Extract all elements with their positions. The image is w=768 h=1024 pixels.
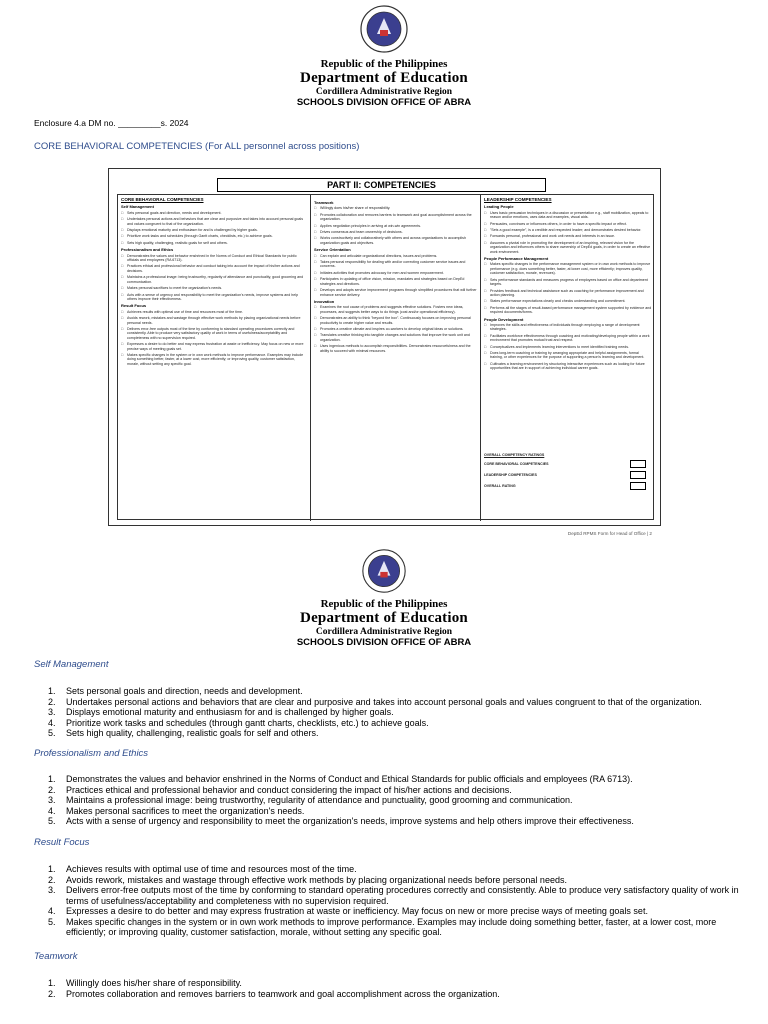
list-item: 2. Undertakes personal actions and behaviors that are clear and purposive and takes into account personal goals and values congruent to that of the organization.: [48, 696, 702, 707]
list-item: 1. Willingly does his/her share of responsibility.: [48, 978, 242, 988]
form-item: □ Does long-term coaching or training by arranging appropriate and helpful assignments, formal training, or other experiences for the purpose of supporting a person's learning and development.: [484, 351, 652, 360]
form-item: □ Forwards personal, professional and work unit needs and interests in an issue.: [484, 234, 652, 238]
section-title: Professionalism and Ethics: [34, 748, 149, 759]
list-item-text: Sets high quality, challenging, realistic goals for self and others.: [66, 728, 319, 738]
form-item: □ Examines the root cause of problems and suggests effective solutions. Fosters new ideas, processes, and suggests better ways to do things (cost and/or operational efficiency).: [314, 305, 477, 314]
deped-seal-icon: [361, 548, 407, 594]
competencies-form-image: [108, 168, 661, 536]
form-item: □ Promotes collaboration and removes barriers to teamwork and goal accomplishment across the organization.: [314, 213, 477, 222]
section-list: [44, 686, 744, 739]
list-item-text: Undertakes personal actions and behaviors that are clear and purposive and takes into account personal goals and values congruent to that of the organization.: [66, 696, 702, 707]
page2-header: [0, 548, 768, 648]
form-item: □ Maintains a professional image: being trustworthy, regularity of attendance and punctuality, good grooming and communication.: [121, 275, 307, 284]
form-subheading: Teamwork: [314, 200, 334, 205]
col3-head: LEADERSHIP COMPETENCIES: [484, 197, 552, 202]
region-label: Cordillera Administrative Region: [315, 87, 453, 97]
list-item-text: Makes personal sacrifices to meet the organization's needs.: [66, 805, 305, 816]
form-subheading: Result Focus: [121, 303, 147, 309]
form-item: □ Sets personal goals and direction, needs and development.: [121, 211, 307, 215]
ocr-row: [484, 462, 652, 473]
list-item: 3. Maintains a professional image: being trustworthy, regularity of attendance and punctuality, good grooming and communication.: [48, 795, 573, 805]
form-item: □ Translates creative thinking into tangible changes and solutions that improve the work unit and organization.: [314, 333, 477, 342]
form-item: □ Displays emotional maturity and enthusiasm for and is challenged by higher goals.: [121, 228, 307, 232]
core-competencies-column: [118, 195, 311, 521]
list-item-text: Acts with a sense of urgency and responsibility to meet the organization's needs, improve systems and help others improve their effectiveness.: [66, 816, 634, 826]
list-item-text: Displays emotional maturity and enthusiasm for and is challenged by higher goals.: [66, 707, 394, 717]
part-title: PART II: COMPETENCIES: [217, 178, 546, 192]
form-item: □ Conceptualizes and implements learning interventions to meet identified training needs.: [484, 345, 652, 349]
list-item: 1. Sets personal goals and direction, needs and development.: [48, 686, 303, 696]
republic-label: Republic of the Philippines: [320, 598, 448, 610]
deped-seal-icon: [359, 4, 409, 54]
cbc-title: CORE BEHAVIORAL COMPETENCIES (For ALL personnel across positions): [34, 141, 360, 152]
form-subheading: People Development: [484, 316, 524, 322]
form-item: □ Persuades, convinces or influences others, in order to have a specific impact or effect.: [484, 222, 652, 226]
list-item-text: Maintains a professional image: being trustworthy, regularity of attendance and punctuality, good grooming and communication.: [66, 795, 573, 805]
form-item: □ Develops and adopts service improvement programs through simplified procedures that will further enhance service delivery.: [314, 288, 477, 297]
list-item: 5. Makes specific changes in the system or in own work methods to improve performance. Examples may include doing something better, faster, at a lower cost, more efficiently; or improving quality, customer satisfaction, morale, without setting any specific goal.: [48, 916, 717, 937]
rating-box[interactable]: [630, 482, 646, 490]
form-item: □ Achieves results with optimal use of time and resources most of the time.: [121, 310, 307, 314]
list-item-text: Willingly does his/her share of responsibility.: [66, 978, 242, 988]
section-title: Teamwork: [34, 951, 78, 962]
list-item-text: Delivers error-free outputs most of the time by conforming to standard operating procedures correctly and consistently. Able to produce very satisfactory quality of work in terms of usefulness/acceptability and completeness with no supervision required.: [66, 885, 739, 906]
list-item-text: Makes specific changes in the system or in own work methods to improve performance. Examples may include doing something better, faster, at a lower cost, more efficiently; or improving quality, customer satisfaction, morale, without setting any specific goal.: [66, 916, 717, 937]
form-item: □ Facilitates workforce effectiveness through coaching and motivating/developing people within a work environment that promotes mutual trust and respect.: [484, 334, 652, 343]
form-item: □ Drives consensus and team ownership of decisions.: [314, 230, 477, 234]
office-label: SCHOOLS DIVISION OFFICE OF ABRA: [296, 637, 472, 648]
form-item: □ Makes specific changes in the performance management system or in own work methods to improve performance (e.g. does something better, faster, at lower cost, more efficiently; improves quality, customer satisfaction, morale, revenues).: [484, 262, 652, 275]
enclosure-line: Enclosure 4.a DM no. _________s. 2024: [34, 118, 189, 128]
ocr-row-label: LEADERSHIP COMPETENCIES: [484, 473, 537, 478]
list-item: 5. Acts with a sense of urgency and responsibility to meet the organization's needs, improve systems and help others improve their effectiveness.: [48, 816, 634, 826]
section-list: [44, 864, 744, 938]
list-item-text: Demonstrates the values and behavior enshrined in the Norms of Conduct and Ethical Standards for public officials and employees (RA 6713).: [66, 774, 633, 784]
list-item-text: Prioritize work tasks and schedules (through gantt charts, checklists, etc.) to achieve goals.: [66, 717, 429, 728]
list-item: 1. Demonstrates the values and behavior enshrined in the Norms of Conduct and Ethical Standards for public officials and employees (RA 6713).: [48, 774, 633, 784]
form-item: □ Improves the skills and effectiveness of individuals through employing a range of development strategies.: [484, 323, 652, 332]
form-item: □ Undertakes personal actions and behaviors that are clear and purposive and takes into account personal goals and values congruent to that of the organization.: [121, 217, 307, 226]
form-subheading: Leading People: [484, 204, 514, 210]
form-item: □ Acts with a sense of urgency and responsibility to meet the organization's needs, improve systems and help others improve their effectiveness.: [121, 293, 307, 302]
form-item: □ Demonstrates an ability to think "beyond the box". Continuously focuses on improving personal productivity to create higher value and results.: [314, 316, 477, 325]
ocr-row: [484, 473, 652, 484]
department-title: Department of Education: [300, 70, 468, 86]
form-item: □ Uses basic persuasion techniques in a discussion or presentation e.g., staff mobilization, appeals to reason and/or emotions, uses data and examples, visual aids.: [484, 211, 652, 220]
form-item: □ Demonstrates the values and behavior enshrined in the Norms of Conduct and Ethical Standards for public officials and employees (RA 6713).: [121, 254, 307, 263]
section-title: Result Focus: [34, 837, 90, 848]
list-item: 2. Promotes collaboration and removes barriers to teamwork and goal accomplishment across the organization.: [48, 988, 500, 999]
page1-header: [0, 4, 768, 108]
form-item: □ Practices ethical and professional behavior and conduct taking into account the impact of his/her actions and decisions.: [121, 264, 307, 273]
form-item: □ Sets performance standards and measures progress of employees based on office and department targets.: [484, 278, 652, 287]
form-item: □ Performs all the stages of result-based performance management system supported by evidence and required documents/forms.: [484, 306, 652, 315]
rating-box[interactable]: [630, 471, 646, 479]
form-item: □ Applies negotiation principles in arriving at win-win agreements.: [314, 224, 477, 228]
form-footer: DepEd RPMS Form for Head of Office | 2: [567, 531, 652, 536]
form-item: □ Works constructively and collaboratively with others and across organizations to accomplish organization goals and objectives.: [314, 236, 477, 245]
form-subheading: Self Management: [121, 204, 154, 210]
section-title: Self Management: [34, 659, 109, 670]
form-item: □ Assumes a pivotal role in promoting the development of an inspiring, relevant vision for the organization and influences others to share ownership of DepEd goals, in order to create an effective work environment.: [484, 241, 652, 254]
form-item: □ Sets high quality, challenging, realistic goals for self and others.: [121, 241, 307, 245]
list-item: 1. Achieves results with optimal use of time and resources most of the time.: [48, 864, 357, 874]
form-item: □ Participates in updating of office vision, mission, mandates and strategies based on DepEd strategies and directions.: [314, 277, 477, 286]
form-item: □ Delivers error-free outputs most of the time by conforming to standard operating procedures correctly and consistently. Able to produce very satisfactory quality of work in terms of usefulness/acceptability and completeness with no supervision required.: [121, 327, 307, 340]
list-item-text: Avoids rework, mistakes and wastage through effective work methods by placing organizational needs before personal needs.: [66, 874, 567, 885]
form-item: □ Takes personal responsibility for dealing with and/or correcting customer service issues and concerns.: [314, 260, 477, 269]
teamwork-column: [311, 195, 481, 521]
list-item-text: Promotes collaboration and removes barriers to teamwork and goal accomplishment across the organization.: [66, 988, 500, 999]
form-item: □ Cultivates a learning environment by structuring interactive experiences such as looking for future opportunities that are in support of achieving individual career goals.: [484, 362, 652, 371]
form-item: □ Avoids rework, mistakes and wastage through effective work methods by placing organizational needs before personal needs.: [121, 316, 307, 325]
department-title: Department of Education: [300, 610, 468, 626]
list-item: 5. Sets high quality, challenging, realistic goals for self and others.: [48, 728, 319, 738]
office-label: SCHOOLS DIVISION OFFICE OF ABRA: [296, 97, 472, 108]
form-item: □ Willingly does his/her share of responsibility.: [314, 206, 477, 210]
form-item: □ Can explain and articulate organizational directions, issues and problems.: [314, 254, 477, 258]
leadership-column: [481, 195, 655, 521]
list-item: 3. Delivers error-free outputs most of the time by conforming to standard operating procedures correctly and consistently. Able to produce very satisfactory quality of work in terms of usefulness/acceptability and completeness with no supervision required.: [48, 885, 739, 906]
ocr-title: OVERALL COMPETENCY RATINGS: [484, 453, 545, 457]
section-list: [44, 978, 744, 999]
form-item: □ Prioritize work tasks and schedules (through Gantt charts, checklists, etc.) to achieve goals.: [121, 234, 307, 238]
list-item: 4. Expresses a desire to do better and may express frustration at waste or inefficiency. May focus on new or more precise ways of meeting goals set.: [48, 906, 648, 916]
form-item: □ Initiates activities that promotes advocacy for men and women empowerment.: [314, 271, 477, 275]
form-subheading: Professionalism and Ethics: [121, 247, 174, 253]
form-item: □ Makes specific changes in the system or in own work methods to improve performance. Examples may include doing something better, faster, at a lower cost, more efficiently; or improving quality, customer satisfaction, morale, without setting any specific goal.: [121, 353, 307, 366]
list-item-text: Achieves results with optimal use of time and resources most of the time.: [66, 864, 357, 874]
list-item: 2. Practices ethical and professional behavior and conduct considering the impact of his/her actions and decisions.: [48, 784, 512, 795]
rating-box[interactable]: [630, 460, 646, 468]
form-item: □ States performance expectations clearly and checks understanding and commitment.: [484, 299, 652, 303]
list-item: 4. Makes personal sacrifices to meet the organization's needs.: [48, 805, 305, 816]
republic-label: Republic of the Philippines: [320, 58, 448, 70]
ocr-row: [484, 484, 652, 495]
form-item: □ Makes personal sacrifices to meet the organization's needs.: [121, 286, 307, 290]
ocr-row-label: CORE BEHAVIORAL COMPETENCIES: [484, 462, 549, 467]
section-list: [44, 774, 744, 827]
form-item: □ "Sets a good example", is a credible and respected leader; and demonstrates desired behavior.: [484, 228, 652, 232]
list-item-text: Expresses a desire to do better and may express frustration at waste or inefficiency. May focus on new or more precise ways of meeting goals set.: [66, 906, 648, 916]
form-item: □ Uses ingenious methods to accomplish responsibilities. Demonstrates resourcefulness and the ability to succeed with minimal resources.: [314, 344, 477, 353]
list-item: 2. Avoids rework, mistakes and wastage through effective work methods by placing organizational needs before personal needs.: [48, 874, 567, 885]
col1-head: CORE BEHAVIORAL COMPETENCIES: [121, 197, 204, 202]
form-item: □ Expresses a desire to do better and may express frustration at waste or inefficiency. May focus on new or more precise ways of meeting goals set.: [121, 342, 307, 351]
ocr-row-label: OVERALL RATING: [484, 484, 516, 489]
list-item: 3. Displays emotional maturity and enthusiasm for and is challenged by higher goals.: [48, 707, 394, 717]
overall-ratings: [484, 453, 652, 495]
form-subheading: Innovation: [314, 298, 335, 304]
form-item: □ Promotes a creative climate and inspires co-workers to develop original ideas or solutions.: [314, 327, 477, 331]
form-table: [117, 194, 654, 520]
form-item: □ Provides feedback and technical assistance such as coaching for performance improvement and action planning.: [484, 289, 652, 298]
form-subheading: People Performance Management: [484, 256, 549, 262]
list-item-text: Sets personal goals and direction, needs and development.: [66, 686, 303, 696]
region-label: Cordillera Administrative Region: [315, 627, 453, 637]
list-item: 4. Prioritize work tasks and schedules (through gantt charts, checklists, etc.) to achieve goals.: [48, 717, 429, 728]
list-item-text: Practices ethical and professional behavior and conduct considering the impact of his/her actions and decisions.: [66, 784, 512, 795]
form-subheading: Service Orientation: [314, 247, 351, 253]
